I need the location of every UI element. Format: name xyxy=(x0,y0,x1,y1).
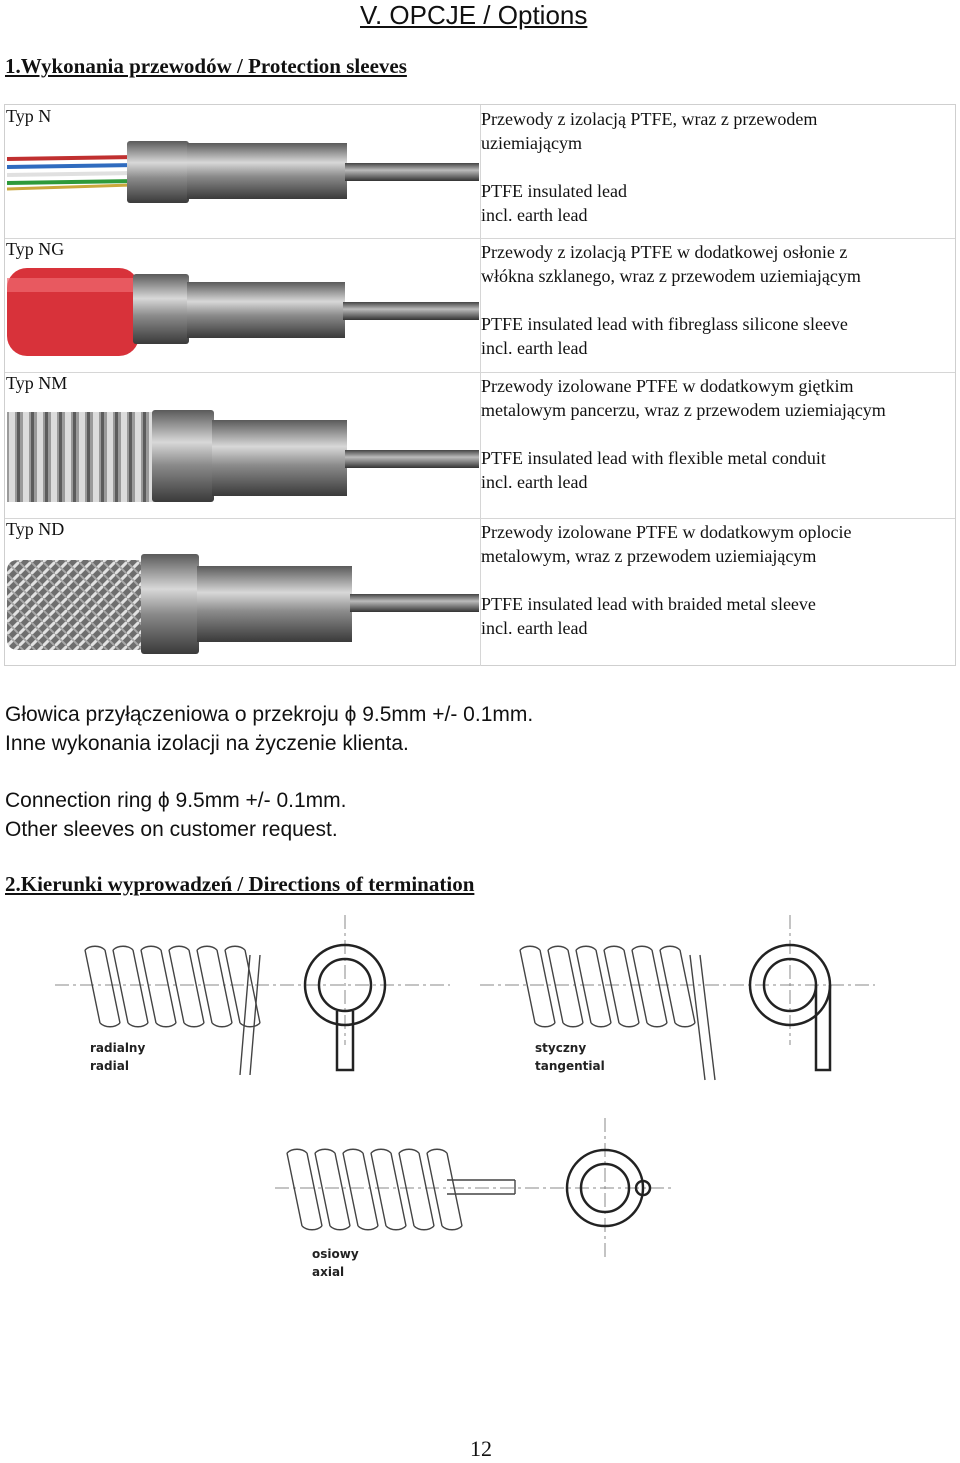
description-en-line: PTFE insulated lead with fibreglass silicone sleeve xyxy=(481,314,848,334)
table-row xyxy=(5,372,955,518)
description-pl-line: Przewody z izolacją PTFE, wraz z przewodem xyxy=(481,109,818,129)
tangential-termination-diagram xyxy=(480,915,875,1090)
sleeve-type-label: Typ NG xyxy=(6,239,65,259)
radial-termination-diagram xyxy=(55,915,450,1090)
description-en-line: incl. earth lead xyxy=(481,472,588,492)
sleeve-table xyxy=(4,104,956,666)
sleeve-type-label: Typ N xyxy=(6,106,52,126)
sleeve-photo-cell xyxy=(5,372,481,518)
note-line: Other sleeves on customer request. xyxy=(5,818,338,841)
description-en-line: incl. earth lead xyxy=(481,618,588,638)
description-pl-line: metalowym, wraz z przewodem uziemiającym xyxy=(481,546,817,566)
description-pl-line: metalowym pancerzu, wraz z przewodem uziemiającym xyxy=(481,400,886,420)
description-pl-line: włókna szklanego, wraz z przewodem uziemiającym xyxy=(481,266,861,286)
note-polish xyxy=(5,700,533,758)
note-line: Connection ring ϕ 9.5mm +/- 0.1mm. xyxy=(5,789,347,812)
description-pl-line: Przewody izolowane PTFE w dodatkowym giętkim xyxy=(481,376,854,396)
note-line: Głowica przyłączeniowa o przekroju ϕ 9.5mm +/- 0.1mm. xyxy=(5,703,534,726)
section-title-directions: 2.Kierunki wyprowadzeń / Directions of termination xyxy=(5,872,475,896)
axial-termination-diagram xyxy=(275,1118,675,1293)
description-en-line: incl. earth lead xyxy=(481,205,588,225)
table-row xyxy=(5,238,955,372)
sleeve-type-label: Typ NM xyxy=(6,373,68,393)
sleeve-description xyxy=(481,520,851,640)
tangential-label-pl: styczny xyxy=(535,1041,587,1055)
axial-label-en: axial xyxy=(312,1265,345,1279)
description-en-line: incl. earth lead xyxy=(481,338,588,358)
section-title-protection-sleeves: 1.Wykonania przewodów / Protection sleeves xyxy=(5,54,407,78)
description-pl-line: Przewody z izolacją PTFE w dodatkowej osłonie z xyxy=(481,242,848,262)
note-line: Inne wykonania izolacji na życzenie klienta. xyxy=(5,732,409,755)
sleeve-type-label: Typ ND xyxy=(6,519,65,539)
table-row xyxy=(5,518,955,666)
sleeve-n-photo xyxy=(7,129,479,229)
description-en-line: PTFE insulated lead xyxy=(481,181,627,201)
radial-label-en: radial xyxy=(90,1059,129,1073)
sleeve-description xyxy=(481,107,817,227)
radial-label-pl: radialny xyxy=(90,1041,146,1055)
axial-label-pl: osiowy xyxy=(312,1247,359,1261)
sleeve-description xyxy=(481,240,861,360)
note-english xyxy=(5,786,346,844)
sleeve-ng-photo xyxy=(7,264,479,364)
description-en-line: PTFE insulated lead with flexible metal conduit xyxy=(481,448,826,468)
sleeve-nm-photo xyxy=(7,402,479,512)
description-pl-line: uziemiającym xyxy=(481,133,582,153)
page-header: V. OPCJE / Options xyxy=(360,0,588,30)
description-en-line: PTFE insulated lead with braided metal sleeve xyxy=(481,594,816,614)
tangential-label-en: tangential xyxy=(535,1059,605,1073)
sleeve-photo-cell xyxy=(5,238,481,372)
sleeve-description xyxy=(481,374,886,494)
description-pl-line: Przewody izolowane PTFE w dodatkowym oplocie xyxy=(481,522,852,542)
sleeve-nd-photo xyxy=(7,550,479,662)
sleeve-photo-cell xyxy=(5,518,481,666)
page-number: 12 xyxy=(470,1436,492,1461)
sleeve-photo-cell xyxy=(5,105,481,238)
table-row xyxy=(5,105,955,238)
